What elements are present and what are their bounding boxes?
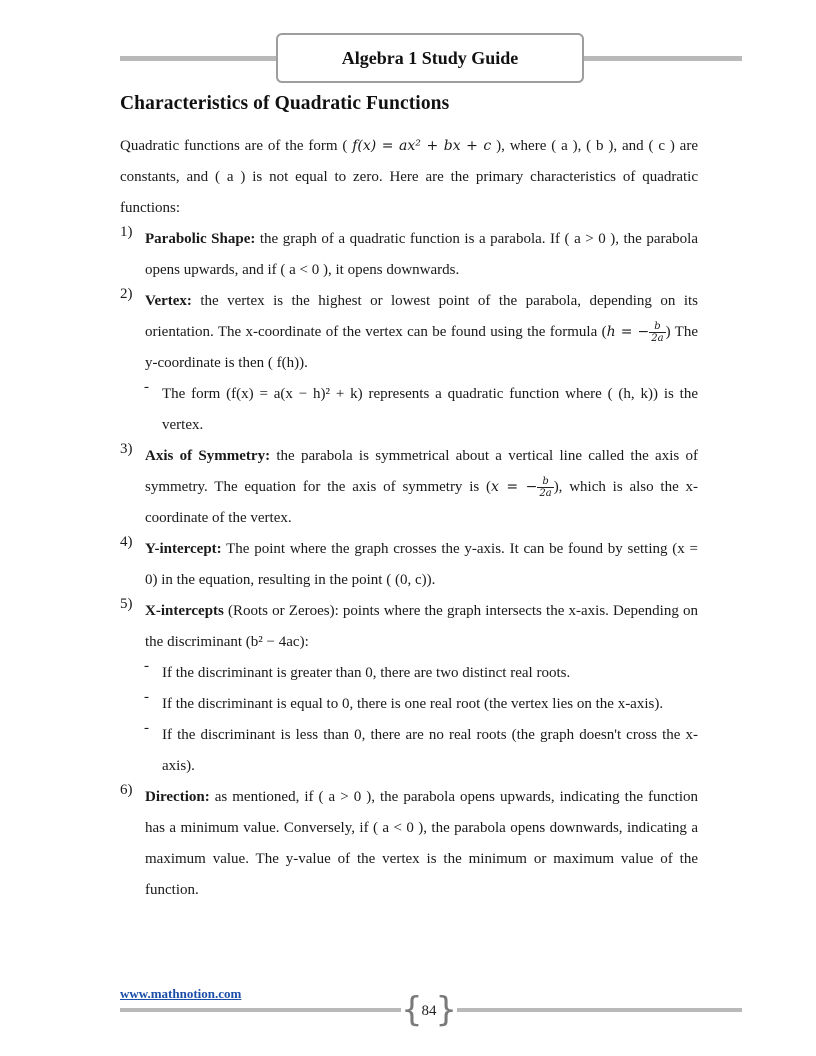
fraction-denominator: 2a	[651, 333, 664, 345]
item-text-2: ) The y-coordinate is then ( f(h)).	[145, 324, 698, 371]
sub-item-text: The form (f(x) = a(x − h)² + k) represents a quadratic function where ( (h, k)) is the vertex.	[162, 386, 698, 433]
list-number: 4)	[120, 534, 133, 550]
item-text: as mentioned, if ( a > 0 ), the parabola opens upwards, indicating the function has a minimum value. Conversely, if ( a < 0 ), the parabola opens downwards, indicating a maximum value. The y-value of the vertex is the minimum or maximum value of the function.	[145, 789, 698, 898]
list-number: 5)	[120, 596, 133, 612]
dash-bullet: -	[144, 720, 149, 736]
footer-website-link[interactable]: www.mathnotion.com	[120, 986, 242, 1001]
item-label: Y-intercept:	[145, 541, 222, 557]
fraction-numerator: b	[542, 476, 549, 488]
list-item-parabolic-shape	[120, 224, 698, 286]
dash-bullet: -	[144, 689, 149, 705]
page-header-title: Algebra 1 Study Guide	[276, 33, 584, 83]
sub-item-vertex-form	[120, 379, 698, 441]
item-label: Axis of Symmetry:	[145, 448, 271, 464]
sub-item-text: If the discriminant is less than 0, there are no real roots (the graph doesn't cross the x-axis).	[162, 727, 698, 774]
list-number: 3)	[120, 441, 133, 457]
list-item-direction	[120, 782, 698, 906]
fraction-denominator: 2a	[539, 488, 552, 500]
item-text: The point where the graph crosses the y-axis. It can be found by setting (x = 0) in the equation, resulting in the point ( (0, c)).	[145, 541, 698, 588]
header-rule-left	[120, 56, 276, 61]
page-number-box	[401, 990, 457, 1030]
item-text: (Roots or Zeroes): points where the graph intersects the x-axis. Depending on the discriminant (b² − 4ac):	[145, 603, 698, 650]
list-number: 2)	[120, 286, 133, 302]
intro-formula: f(x) = ax² + bx + c	[352, 138, 492, 154]
left-brace-icon: {	[401, 990, 423, 1030]
sub-item-discriminant-positive	[120, 658, 698, 689]
list-number: 1)	[120, 224, 133, 240]
sub-item-discriminant-zero	[120, 689, 698, 720]
list-number: 6)	[120, 782, 133, 798]
list-item-axis-of-symmetry	[120, 441, 698, 534]
item-text: the vertex is the highest or lowest point of the parabola, depending on its orientation. The x-coordinate of the vertex can be found using the formula (	[145, 293, 698, 340]
item-label: Direction:	[145, 789, 210, 805]
item-label: X-intercepts	[145, 603, 224, 619]
header-rule-right	[584, 56, 742, 61]
axis-formula: x = −	[491, 479, 538, 495]
list-item-y-intercept	[120, 534, 698, 596]
page-number: 84	[421, 1002, 437, 1019]
item-text: the parabola is symmetrical about a vertical line called the axis of symmetry. The equation for the axis of symmetry is (	[145, 448, 698, 495]
footer-rule-left	[120, 1008, 405, 1012]
dash-bullet: -	[144, 379, 149, 395]
vertex-fraction	[649, 321, 665, 344]
list-item-vertex	[120, 286, 698, 379]
sub-item-text: If the discriminant is greater than 0, there are two distinct real roots.	[162, 665, 571, 681]
sub-item-discriminant-negative	[120, 720, 698, 782]
footer-rule-right	[453, 1008, 742, 1012]
dash-bullet: -	[144, 658, 149, 674]
item-label: Vertex:	[145, 293, 192, 309]
right-brace-icon: }	[435, 990, 457, 1030]
item-text-2: ), which is also the x-coordinate of the vertex.	[145, 479, 699, 526]
vertex-formula: h = −	[606, 324, 650, 340]
item-text: the graph of a quadratic function is a parabola. If ( a > 0 ), the parabola opens upwards, and if ( a < 0 ), it opens downwards.	[145, 231, 698, 278]
intro-text-2: ), where ( a ), ( b ), and ( c ) are constants, and ( a ) is not equal to zero. Here are the primary characteristics of quadratic functions:	[120, 138, 698, 216]
sub-item-text: If the discriminant is equal to 0, there is one real root (the vertex lies on the x-axis).	[162, 696, 664, 712]
fraction-numerator: b	[654, 321, 661, 333]
intro-text-1: Quadratic functions are of the form (	[120, 138, 353, 154]
intro-paragraph	[120, 131, 698, 224]
list-item-x-intercepts	[120, 596, 698, 658]
item-label: Parabolic Shape:	[145, 231, 256, 247]
section-title: Characteristics of Quadratic Functions	[120, 93, 450, 114]
axis-fraction	[537, 476, 553, 499]
content-body	[120, 131, 698, 906]
